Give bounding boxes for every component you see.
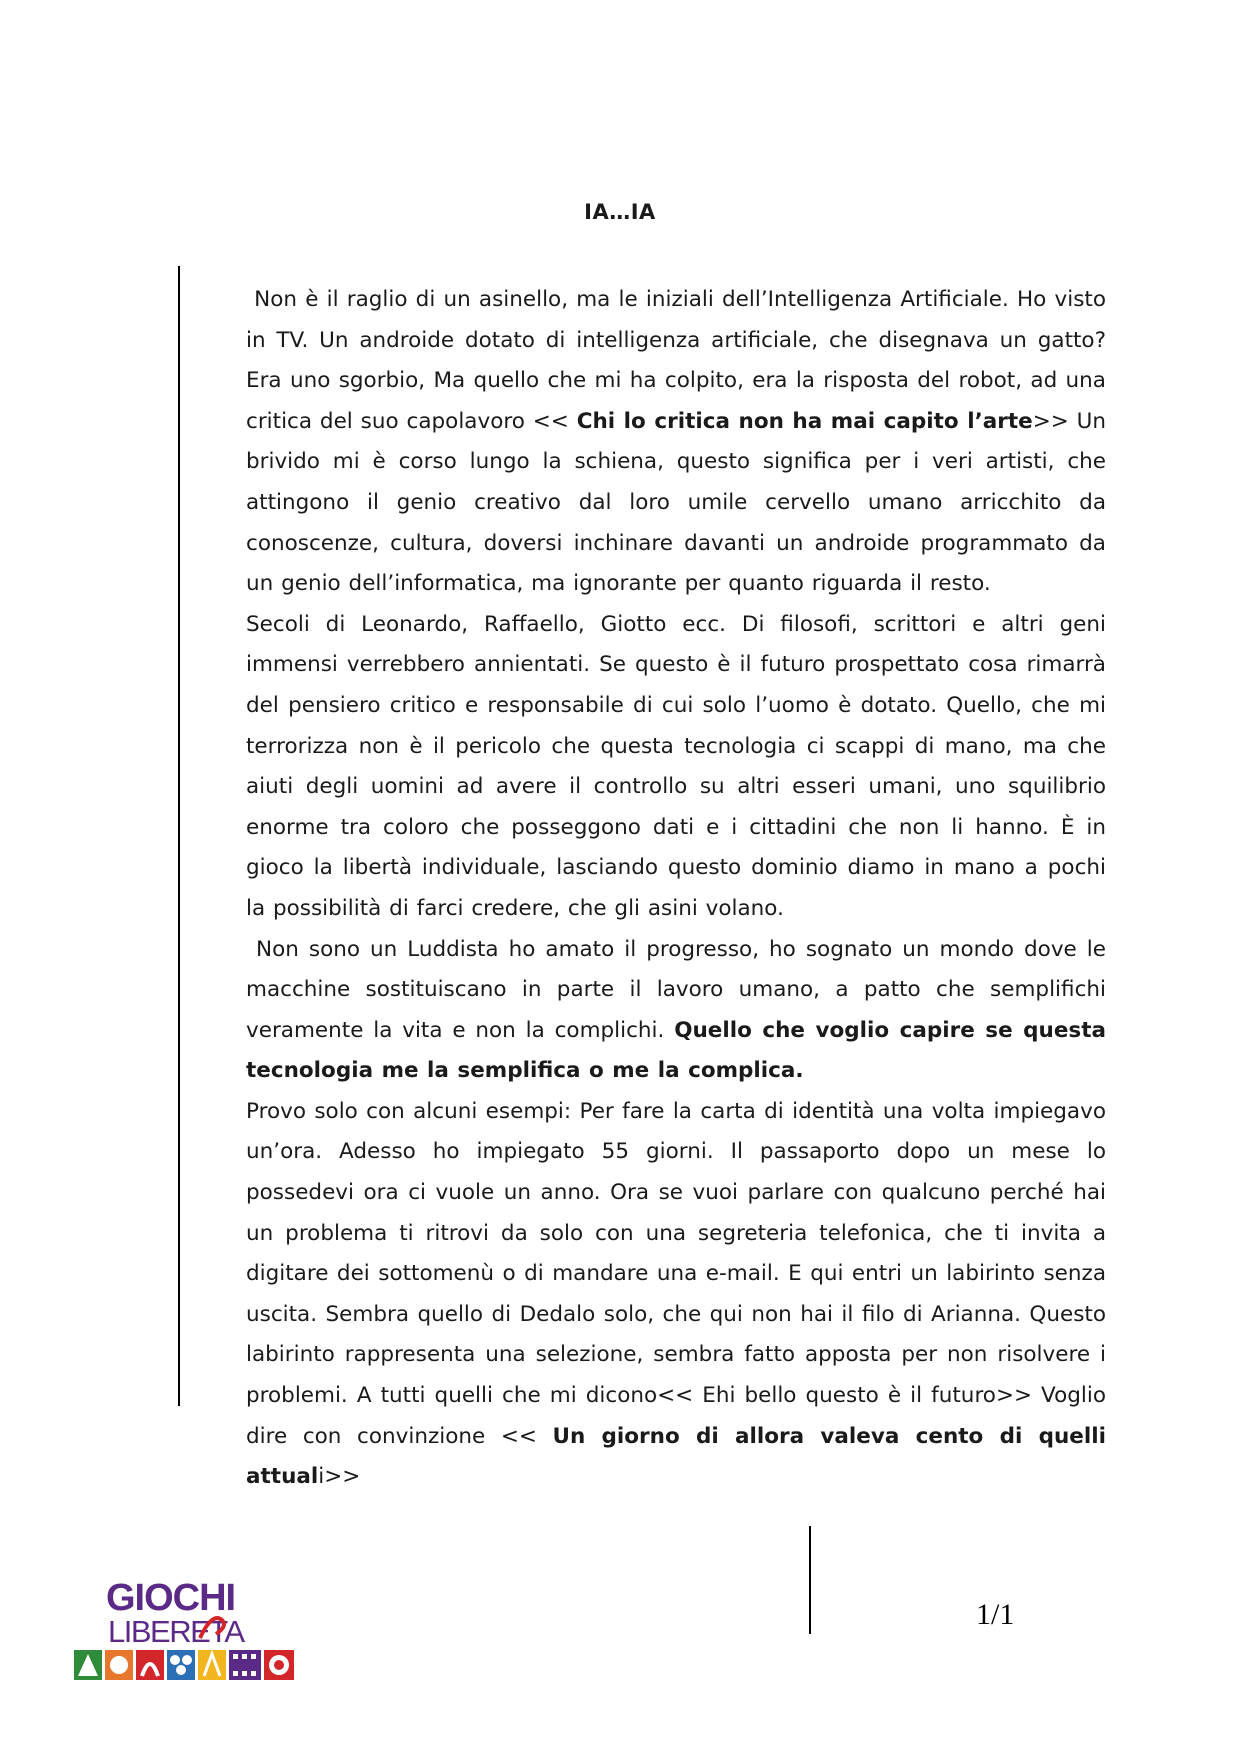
text-run: >> Un brivido mi è corso lungo la schiena, questo significa per i veri artisti, che attingono il genio creativo dal loro umile cervello umano arricchito da conoscenze, cultura, doversi inchinare davanti un androide programmato da un genio dell’informatica, ma ignorante per quanto riguarda il resto.: [246, 408, 1106, 597]
paragraph: [246, 930, 1106, 1092]
logo-tiles: [74, 1650, 294, 1680]
paragraph: [246, 605, 1106, 930]
paragraph: [246, 1092, 1106, 1498]
giochi-liberta-logo: [72, 1572, 302, 1684]
left-margin-rule: [178, 266, 180, 1406]
bold-text-run: Quello che voglio capire se questa tecnologia me la semplifica o me la complica.: [246, 1017, 1107, 1084]
logo-text-top: GIOCHI: [106, 1577, 236, 1619]
bold-text-run: Un giorno di allora valeva cento di quelli attual: [246, 1423, 1106, 1490]
text-run: Non sono un Luddista ho amato il progresso, ho sognato un mondo dove le macchine sostituiscano in parte il lavoro umano, a patto che semplifichi veramente la vita e non la complichi.: [246, 936, 1106, 1043]
paragraph: [246, 280, 1106, 605]
body-text: [246, 280, 1106, 1498]
text-run: Non è il raglio di un asinello, ma le iniziali dell’Intelligenza Artificiale. Ho visto in TV. Un androide dotato di intelligenza artificiale, che disegnava un gatto? Era uno sgorbio, Ma quello che mi ha colpito, era la risposta del robot, ad una critica del suo capolavoro <<: [246, 287, 1106, 434]
footer-rule: [809, 1526, 811, 1634]
text-run: Provo solo con alcuni esempi: Per fare la carta di identità una volta impiegavo un’ora. Adesso ho impiegato 55 giorni. Il passaporto dopo un mese lo possedevi ora ci vuole un anno. Ora se vuoi parlare con qualcuno perché hai un problema ti ritrovi da solo con una segreteria telefonica, che ti invita a digitare dei sottomenù o di mandare una e-mail. E qui entri un labirinto senza uscita. Sembra quello di Dedalo solo, che qui non hai il filo di Arianna. Questo labirinto rappresenta una selezione, sembra fatto apposta per non risolvere i problemi. A tutti quelli che mi dicono<< Ehi bello questo è il futuro>> Voglio dire con convinzione <<: [246, 1098, 1106, 1449]
logo-text-bottom: LIBERETA: [108, 1614, 244, 1649]
document-title: IA…IA: [584, 200, 656, 224]
bold-text-run: Chi lo critica non ha mai capito l’arte: [576, 408, 1033, 434]
text-run: i>>: [318, 1464, 361, 1490]
text-run: Secoli di Leonardo, Raffaello, Giotto ecc. Di filosofi, scrittori e altri geni immensi verrebbero annientati. Se questo è il futuro prospettato cosa rimarrà del pensiero critico e responsabile di cui solo l’uomo è dotato. Quello, che mi terrorizza non è il pericolo che questa tecnologia ci scappi di mano, ma che aiuti degli uomini ad avere il controllo su altri esseri umani, uno squilibrio enorme tra coloro che posseggono dati e i cittadini che non li hanno. È in gioco la libertà individuale, lasciando questo dominio diamo in mano a pochi la possibilità di farci credere, che gli asini volano.: [246, 611, 1106, 921]
page-number: 1/1: [976, 1598, 1015, 1631]
